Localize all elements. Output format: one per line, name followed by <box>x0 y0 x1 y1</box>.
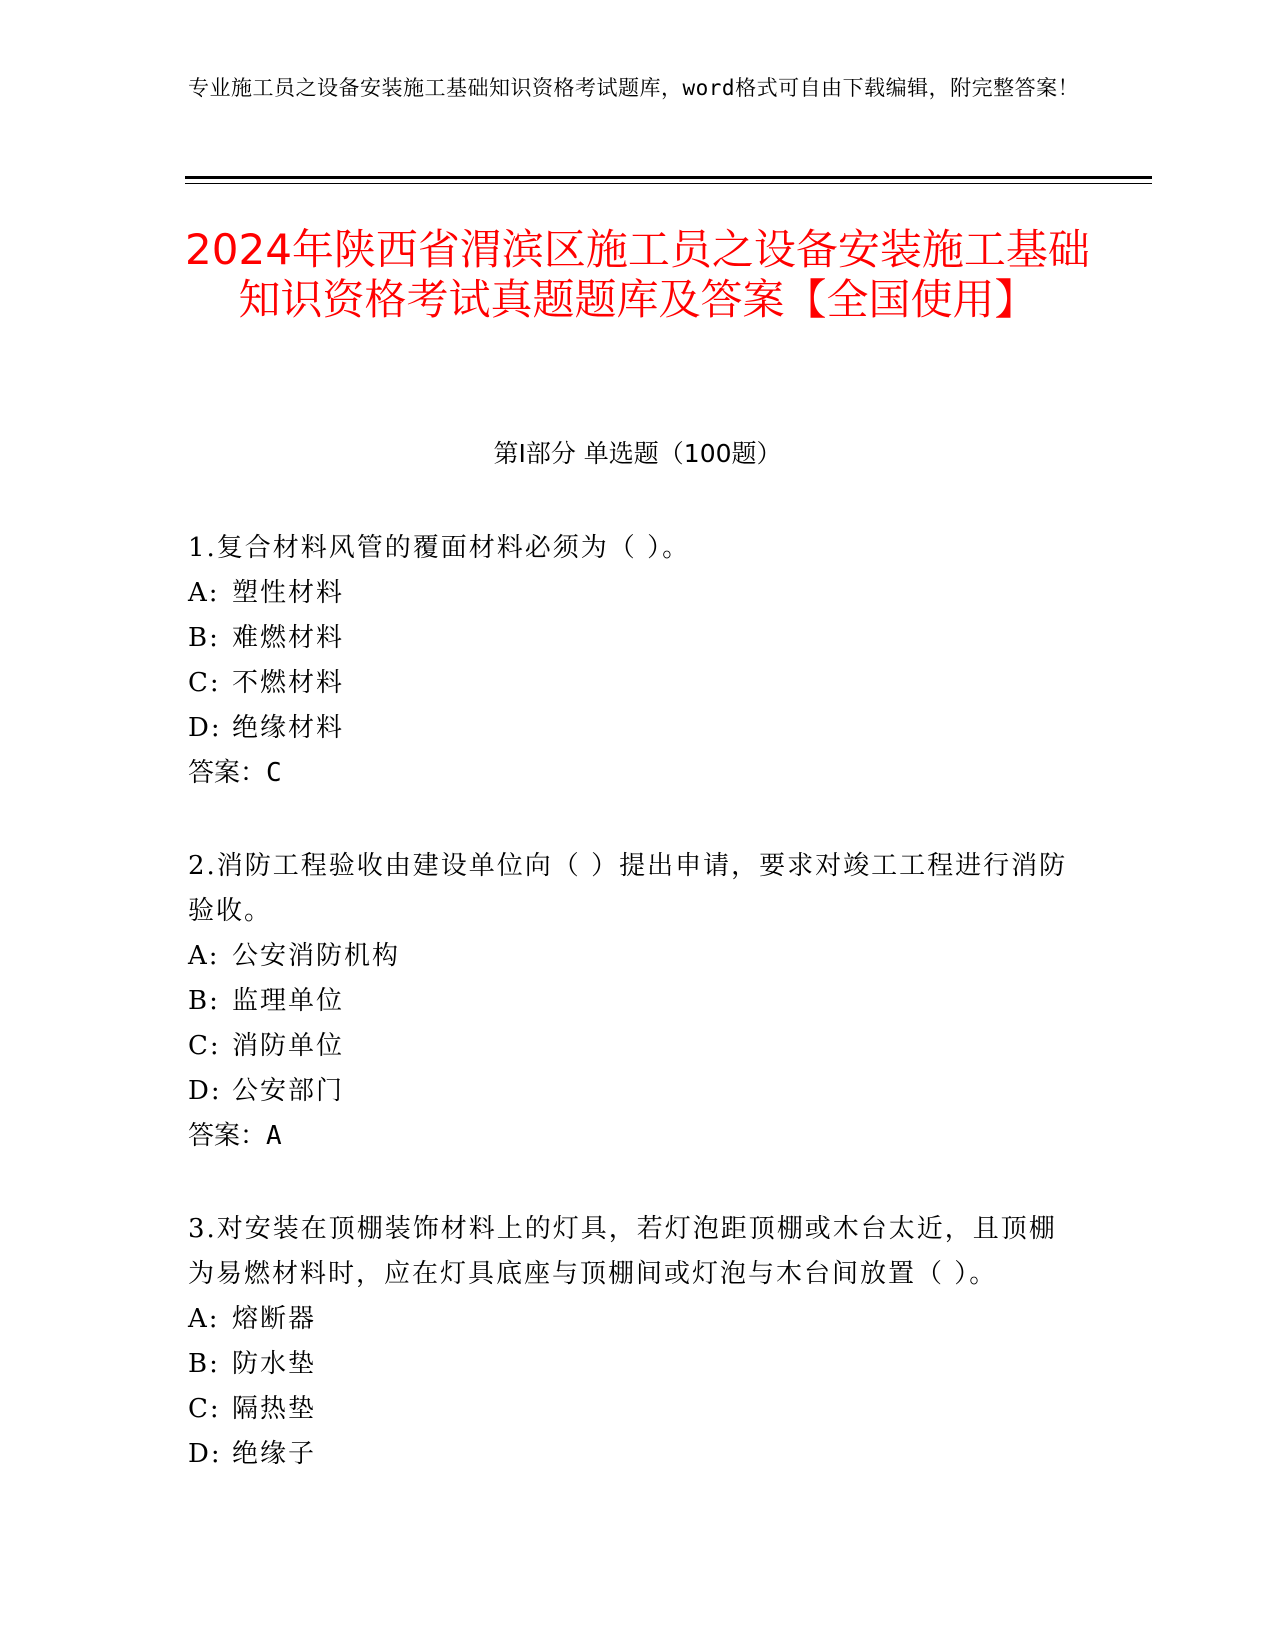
option-letter: B: <box>188 1349 220 1379</box>
option-letter: D: <box>188 713 222 743</box>
option-d <box>188 1432 1078 1477</box>
answer-label: 答案： <box>188 1121 267 1151</box>
section-heading: 第I部分 单选题（100题） <box>493 439 782 468</box>
question-stem: 3.对安装在顶棚装饰材料上的灯具，若灯泡距顶棚或木台太近，且顶棚为易燃材料时，应在灯具底座与顶棚间或灯泡与木台间放置（ ）。 <box>188 1214 1057 1289</box>
option-letter: A: <box>188 941 220 971</box>
option-text: 绝缘子 <box>232 1439 317 1469</box>
option-text: 塑性材料 <box>232 578 345 608</box>
question-list <box>188 526 1078 1525</box>
header-note: 专业施工员之设备安装施工基础知识资格考试题库，word格式可自由下载编辑，附完整答案！ <box>188 76 1080 100</box>
option-c <box>188 661 1078 706</box>
option-letter: D: <box>188 1439 222 1469</box>
question-stem: 2.消防工程验收由建设单位向（ ）提出申请，要求对竣工工程进行消防验收。 <box>188 851 1068 926</box>
option-b <box>188 1342 1078 1387</box>
option-d <box>188 706 1078 751</box>
option-b <box>188 979 1078 1024</box>
option-text: 公安消防机构 <box>232 941 401 971</box>
option-letter: B: <box>188 623 220 653</box>
option-letter: A: <box>188 578 220 608</box>
option-c <box>188 1387 1078 1432</box>
answer-label: 答案： <box>188 758 267 788</box>
option-letter: B: <box>188 986 220 1016</box>
option-b <box>188 616 1078 661</box>
option-text: 不燃材料 <box>232 668 345 698</box>
question-2 <box>188 844 1078 1159</box>
answer-value: A <box>266 1121 282 1151</box>
option-a <box>188 1297 1078 1342</box>
option-text: 隔热垫 <box>232 1394 317 1424</box>
question-stem: 1.复合材料风管的覆面材料必须为（ ）。 <box>188 533 691 563</box>
document-title: 2024年陕西省渭滨区施工员之设备安装施工基础知识资格考试真题题库及答案【全国使用】 <box>185 225 1090 324</box>
option-text: 防水垫 <box>232 1349 317 1379</box>
option-d <box>188 1069 1078 1114</box>
header-rule-thin <box>185 183 1152 184</box>
option-c <box>188 1024 1078 1069</box>
option-letter: C: <box>188 1031 221 1061</box>
answer-line <box>188 751 1078 796</box>
option-text: 熔断器 <box>232 1304 317 1334</box>
option-text: 消防单位 <box>232 1031 345 1061</box>
option-letter: C: <box>188 668 221 698</box>
option-a <box>188 934 1078 979</box>
option-letter: D: <box>188 1076 222 1106</box>
option-text: 难燃材料 <box>232 623 345 653</box>
option-a <box>188 571 1078 616</box>
option-letter: C: <box>188 1394 221 1424</box>
option-text: 绝缘材料 <box>232 713 345 743</box>
header-rule-thick <box>185 176 1152 179</box>
answer-value: C <box>266 758 282 788</box>
option-text: 公安部门 <box>232 1076 345 1106</box>
question-1 <box>188 526 1078 796</box>
option-text: 监理单位 <box>232 986 345 1016</box>
question-3 <box>188 1207 1078 1477</box>
option-letter: A: <box>188 1304 220 1334</box>
answer-line <box>188 1114 1078 1159</box>
